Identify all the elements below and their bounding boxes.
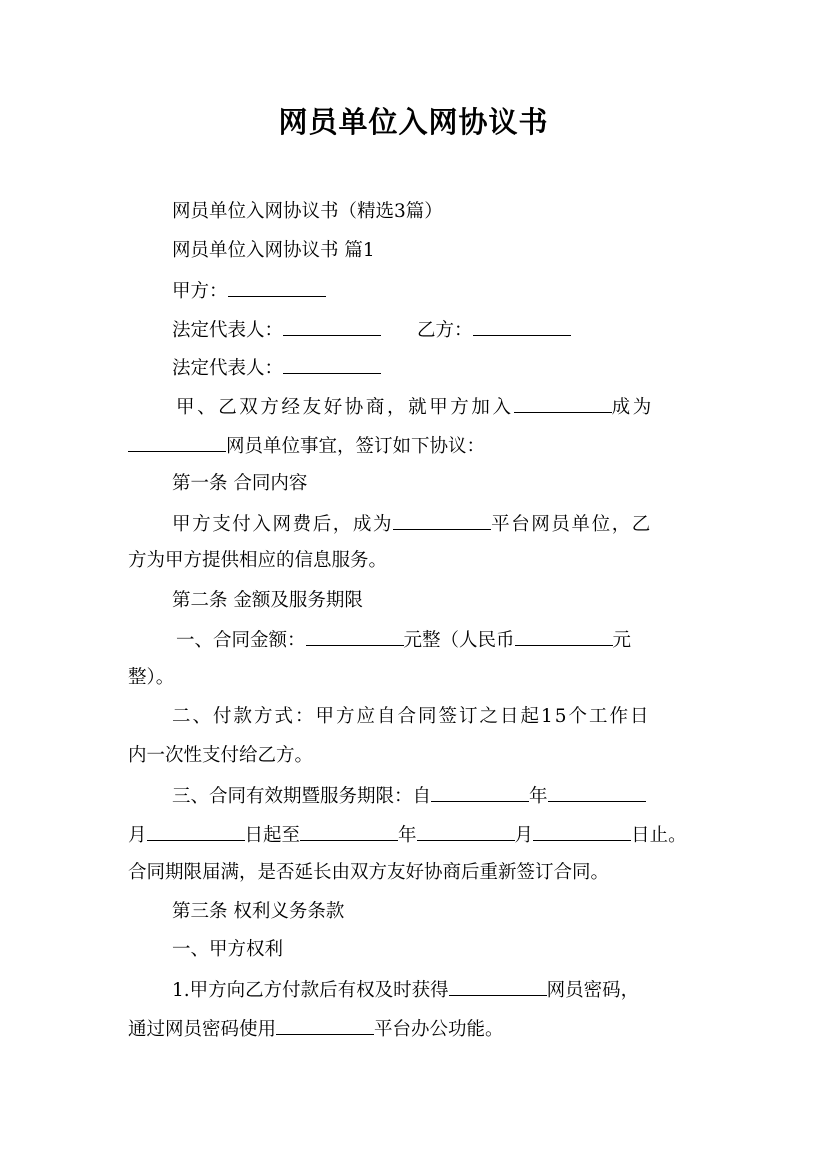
text: 网员单位事宜，签订如下协议： — [226, 436, 486, 457]
paragraph-line — [172, 239, 375, 263]
paragraph-line — [128, 1016, 504, 1042]
paragraph-line — [172, 705, 651, 729]
text: 网员密码， — [546, 980, 640, 1001]
text: 方为甲方提供相应的信息服务。 — [128, 550, 388, 571]
section-heading — [172, 900, 344, 924]
paragraph-line — [128, 744, 313, 768]
blank-field — [393, 511, 491, 530]
blank-field — [283, 355, 381, 374]
text: 乙方： — [417, 320, 473, 341]
paragraph-line — [172, 783, 646, 809]
blank-field — [283, 317, 381, 336]
text: 平台办公功能。 — [374, 1019, 504, 1040]
blank-field — [548, 783, 646, 802]
text: 甲方支付入网费后，成为 — [172, 514, 394, 535]
blank-field — [515, 627, 613, 646]
blank-field — [300, 822, 398, 841]
text: 平台网员单位，乙 — [491, 514, 652, 535]
text: 日止。 — [631, 825, 687, 846]
blank-field — [128, 433, 226, 452]
blank-field — [533, 822, 631, 841]
text: 年 — [398, 825, 417, 846]
representative-line — [172, 355, 381, 381]
paragraph-line — [172, 200, 443, 224]
text: 二、付款方式：甲方应自合同签订之日起15个工作日 — [172, 706, 651, 727]
text: 月 — [128, 825, 147, 846]
paragraph-line — [128, 861, 609, 885]
text: 整）。 — [128, 667, 175, 688]
text: 第一条 合同内容 — [172, 473, 308, 494]
text: 甲、乙双方经友好协商，就甲方加入 — [176, 397, 514, 418]
text: 内一次性支付给乙方。 — [128, 745, 314, 766]
text: 通过网员密码使用 — [128, 1019, 277, 1040]
blank-field — [417, 822, 515, 841]
text: 成为 — [611, 397, 654, 418]
text: 第二条 金额及服务期限 — [172, 590, 363, 611]
blank-field — [147, 822, 245, 841]
section-heading — [172, 472, 307, 496]
text: 网员单位入网协议书（精选3篇） — [172, 201, 443, 222]
text: 元整（人民币 — [403, 630, 515, 651]
text: 三、合同有效期暨服务期限：自 — [172, 786, 432, 807]
blank-field — [228, 278, 326, 297]
text: 法定代表人： — [172, 358, 284, 379]
paragraph-line — [128, 433, 485, 459]
section-heading — [172, 589, 363, 613]
text: 网员单位入网协议书 篇1 — [172, 240, 375, 261]
paragraph-line — [176, 394, 654, 420]
paragraph-line — [128, 549, 387, 573]
blank-field — [514, 394, 612, 413]
text: 合同期限届满，是否延长由双方友好协商后重新签订合同。 — [128, 862, 610, 883]
text: 1.甲方向乙方付款后有权及时获得 — [172, 980, 449, 1001]
text: 一、合同金额： — [176, 630, 306, 651]
document-title: 网员单位入网协议书 — [278, 105, 549, 139]
paragraph-line — [172, 977, 639, 1003]
representative-line — [172, 317, 571, 343]
blank-field — [431, 783, 529, 802]
text: 月 — [514, 825, 534, 846]
text: 日起至 — [244, 825, 301, 846]
text: 第三条 权利义务条款 — [172, 901, 345, 922]
text: 年 — [529, 786, 548, 807]
paragraph-line — [176, 627, 631, 653]
blank-field — [306, 627, 404, 646]
paragraph-line — [172, 938, 283, 962]
paragraph-line — [128, 822, 687, 848]
blank-field — [276, 1016, 374, 1035]
text: 甲方： — [172, 281, 228, 302]
paragraph-line — [128, 666, 174, 690]
party-a-line — [172, 278, 326, 304]
text: 一、甲方权利 — [172, 939, 284, 960]
text: 元 — [612, 630, 632, 651]
blank-field — [473, 317, 571, 336]
text: 法定代表人： — [172, 320, 284, 341]
paragraph-line — [172, 511, 652, 537]
blank-field — [449, 977, 547, 996]
